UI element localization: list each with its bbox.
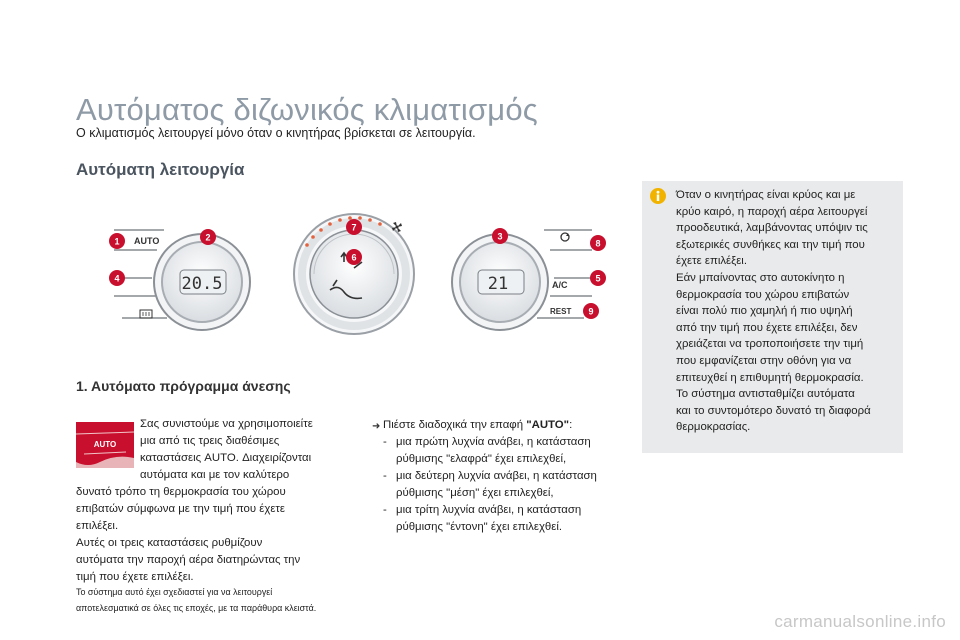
press-instruction: Πιέστε διαδοχικά την επαφή "AUTO": (383, 419, 573, 431)
svg-text:8: 8 (595, 238, 601, 249)
info-line: προοδευτικά, λαμβάνοντας υπόψιν τις (676, 222, 868, 235)
svg-text:3: 3 (497, 231, 503, 242)
callout-3 (492, 228, 508, 244)
svg-text:4: 4 (114, 273, 120, 284)
auto-button-image (76, 422, 134, 468)
arrow-icon: ➜ (372, 421, 381, 432)
text-line: Το σύστημα αυτό έχει σχεδιαστεί για να λειτουργεί (76, 587, 273, 598)
text-line: καταστάσεις AUTO. Διαχειρίζονται (140, 452, 312, 464)
text-line: αυτόματα και με τον καλύτερο (140, 469, 290, 481)
info-line: θερμοκρασία του χώρου επιβατών (676, 288, 850, 301)
info-line: από την τιμή που έχετε επιλέξει, δεν (676, 321, 858, 334)
callout-5 (590, 270, 606, 286)
rear-defrost-icon (140, 310, 152, 318)
program-heading: 1. Αυτόματο πρόγραμμα άνεσης (76, 378, 291, 394)
auto-button-label: AUTO (93, 440, 117, 449)
callout-2 (200, 229, 216, 245)
callout-8 (590, 235, 606, 251)
text-line: Σας συνιστούμε να χρησιμοποιείτε (140, 418, 313, 430)
rest-label: REST (550, 307, 572, 316)
info-line: θερμοκρασίας. (676, 421, 751, 434)
info-line: Όταν ο κινητήρας είναι κρύος και με (676, 189, 856, 201)
info-line: Το σύστημα αντισταθμίζει αυτόματα (676, 388, 855, 401)
callout-4 (109, 270, 125, 286)
text-line: τιμή που έχετε επιλέξει. (76, 571, 194, 583)
program-note (76, 585, 346, 617)
program-intro (140, 416, 340, 484)
info-line: χρειάζεται να τροποποιήσετε την τιμή (676, 338, 864, 351)
right-temperature-display: 21 (487, 274, 509, 294)
text-line: επιβατών σύμφωνα με την τιμή που έχετε (76, 503, 285, 515)
callout-9 (583, 303, 599, 319)
svg-text:6: 6 (351, 252, 357, 263)
auto-key-label: "AUTO" (526, 419, 570, 431)
info-line: είναι πολύ πιο χαμηλή ή πιο υψηλή (676, 305, 853, 318)
text-line: δυνατό τρόπο τη θερμοκρασία του χώρου (76, 486, 286, 498)
section-heading: Αυτόματη λειτουργία (76, 160, 245, 179)
info-text (676, 187, 898, 436)
svg-text:2: 2 (205, 232, 211, 243)
climate-control-panel (92, 200, 612, 348)
info-line: εξωτερικές συνθήκες και την τιμή που (676, 238, 865, 251)
info-line: επιτευχθεί η επιθυμητή θερμοκρασία. (676, 371, 864, 384)
svg-text:7: 7 (351, 222, 357, 233)
page-title: Αυτόματος διζωνικός κλιματισμός (76, 92, 538, 127)
callout-7 (346, 219, 362, 235)
ac-label: A/C (552, 280, 568, 290)
info-line: έχετε επιλέξει. (676, 255, 747, 268)
info-line: κρύο καιρό, η παροχή αέρα λειτουργεί (676, 205, 868, 218)
recirculation-icon (561, 233, 569, 241)
info-line: και το συντομότερο δυνατό τη διαφορά (676, 404, 871, 417)
callout-6 (346, 249, 362, 265)
page-subtitle: Ο κλιματισμός λειτουργεί μόνο όταν ο κινητήρας βρίσκεται σε λειτουργία. (76, 126, 476, 140)
text-line: αποτελεσματικά σε όλες τις εποχές, με τα παράθυρα κλειστά. (76, 603, 317, 614)
text-line: αυτόματα την παροχή αέρα διατηρώντας την (76, 554, 301, 566)
program-paragraph-2 (76, 535, 346, 586)
watermark: carmanualsonline.info (774, 612, 946, 631)
left-temperature-display: 20.5 (181, 274, 223, 294)
text-line: μια από τις τρεις διαθέσιμες (140, 435, 280, 447)
text-line: επιλέξει. (76, 520, 119, 532)
svg-text:9: 9 (588, 306, 594, 317)
callout-1 (109, 233, 125, 249)
fan-icon (392, 222, 402, 232)
svg-text:5: 5 (595, 273, 601, 284)
auto-label-left: AUTO (134, 236, 160, 246)
text-line: Αυτές οι τρεις καταστάσεις ρυθμίζουν (76, 537, 263, 549)
info-line: που εμφανίζεται στην οθόνη για να (676, 354, 852, 367)
program-intro-continued (76, 484, 346, 535)
info-line: Εάν μπαίνοντας στο αυτοκίνητο η (676, 271, 845, 284)
svg-text:1: 1 (114, 236, 120, 247)
info-icon (650, 188, 666, 206)
